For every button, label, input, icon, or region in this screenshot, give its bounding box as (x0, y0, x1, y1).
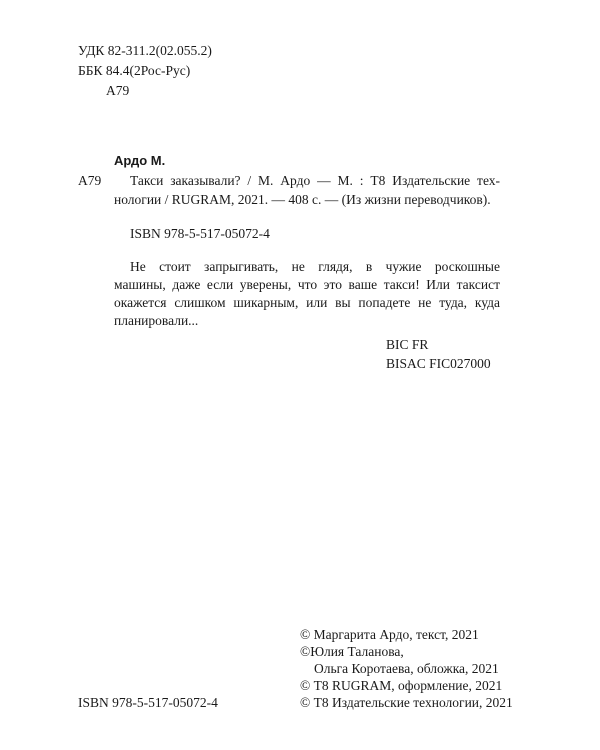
copyright-cover-2: Ольга Коротаева, обложка, 2021 (314, 661, 499, 676)
copyright-author: © Маргарита Ардо, текст, 2021 (300, 627, 479, 642)
description-line-1: Такси заказывали? / М. Ардо — М. : Т8 Издательские тех- (130, 173, 500, 188)
copyright-publisher: © Т8 Издательские технологии, 2021 (300, 695, 513, 710)
copyright-design: © Т8 RUGRAM, оформление, 2021 (300, 678, 503, 693)
annotation-line-3: окажется слишком шикарным, или вы попадете не туда, куда (114, 295, 500, 310)
footer-isbn: ISBN 978-5-517-05072-4 (78, 695, 218, 710)
bbk-code: ББК 84.4(2Рос-Рус) (78, 63, 191, 78)
copyright-cover-1: ©Юлия Таланова, (300, 644, 404, 659)
annotation-line-2: машины, даже если уверены, что это ваше такси! Или таксист (114, 277, 500, 292)
bisac-code: BISAC FIC027000 (386, 356, 491, 371)
annotation-line-4: планировали... (114, 313, 199, 328)
description-line-2: нологии / RUGRAM, 2021. — 408 с. — (Из жизни переводчиков). (114, 192, 491, 207)
author-mark: А79 (78, 173, 102, 188)
isbn-record: ISBN 978-5-517-05072-4 (130, 226, 270, 241)
author-name: Ардо М. (114, 153, 166, 168)
bic-code: BIC FR (386, 337, 429, 352)
udk-code: УДК 82-311.2(02.055.2) (78, 43, 212, 58)
annotation-line-1: Не стоит запрыгивать, не глядя, в чужие роскошные (130, 259, 500, 274)
author-mark-top: А79 (106, 83, 130, 98)
